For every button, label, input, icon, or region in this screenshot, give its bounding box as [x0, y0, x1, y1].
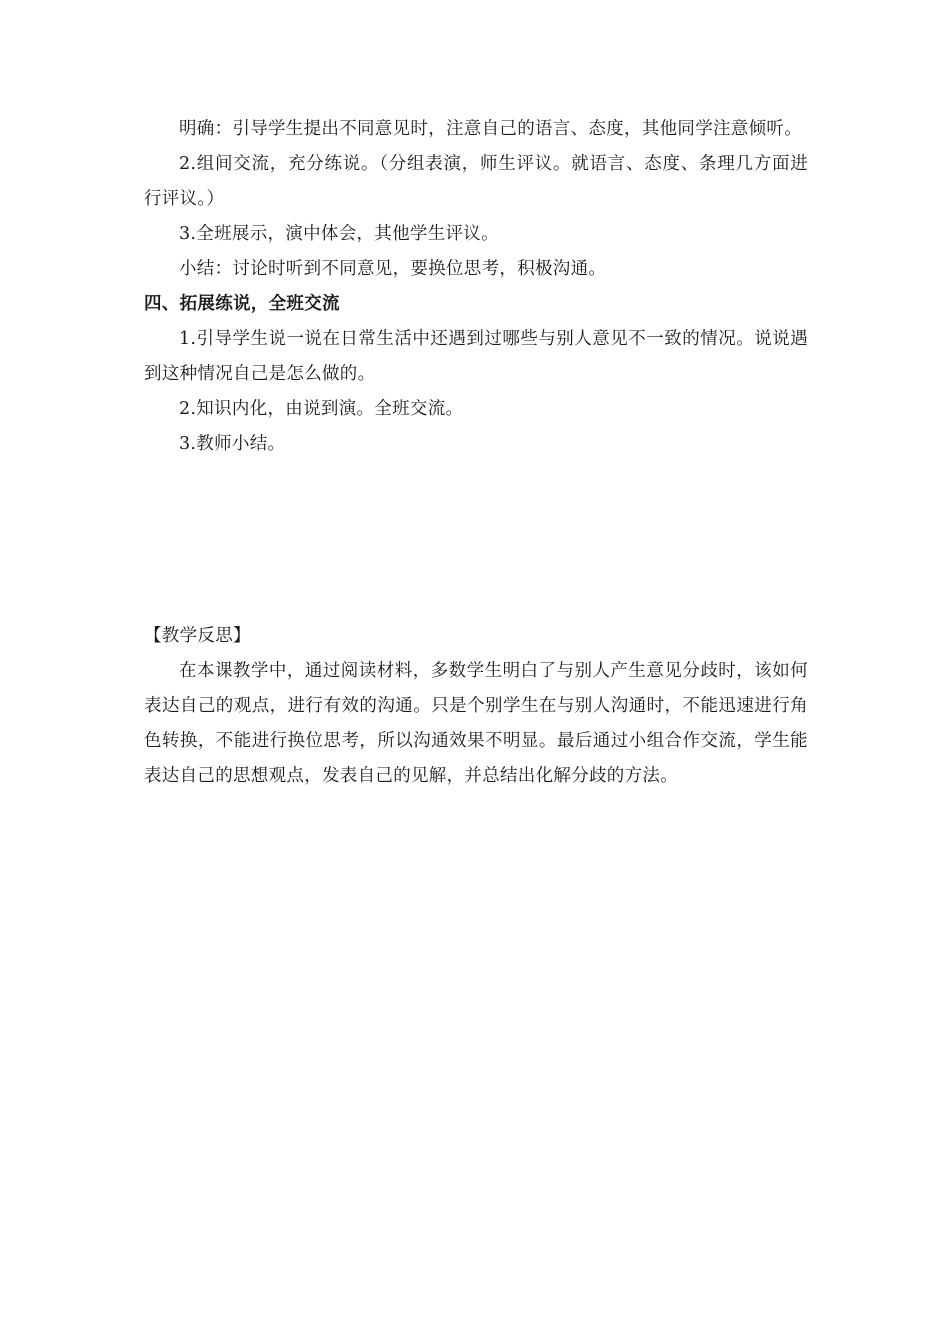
teaching-reflection: [144, 619, 808, 794]
step-3-paragraph: 3.全班展示，演中体会，其他学生评议。: [179, 224, 499, 244]
step-2-paragraph: 2.组间交流，充分练说。（分组表演，师生评议。就语言、态度、条理几方面进行评议。）: [144, 154, 808, 209]
summary-paragraph: 小结：讨论时听到不同意见，要换位思考，积极沟通。: [179, 259, 607, 279]
reflection-body: 在本课教学中，通过阅读材料，多数学生明白了与别人产生意见分歧时，该如何表达自己的观点，进行有效的沟通。只是个别学生在与别人沟通时，不能迅速进行角色转换，不能进行换位思考，所以沟通效果不明显。最后通过小组合作交流，学生能表达自己的思想观点，发表自己的见解，并总结出化解分歧的方法。: [144, 661, 808, 786]
clarify-paragraph: 明确：引导学生提出不同意见时，注意自己的语言、态度，其他同学注意倾听。: [179, 119, 802, 139]
lesson-body: [144, 112, 808, 462]
reflection-title: 【教学反思】: [144, 626, 251, 646]
section-four-heading: 四、拓展练说，全班交流: [144, 294, 340, 314]
section-four-item-1: 1.引导学生说一说在日常生活中还遇到过哪些与别人意见不一致的情况。说说遇到这种情况自己是怎么做的。: [144, 329, 808, 384]
section-four-item-3: 3.教师小结。: [179, 434, 286, 454]
section-four-item-2: 2.知识内化，由说到演。全班交流。: [179, 399, 464, 419]
